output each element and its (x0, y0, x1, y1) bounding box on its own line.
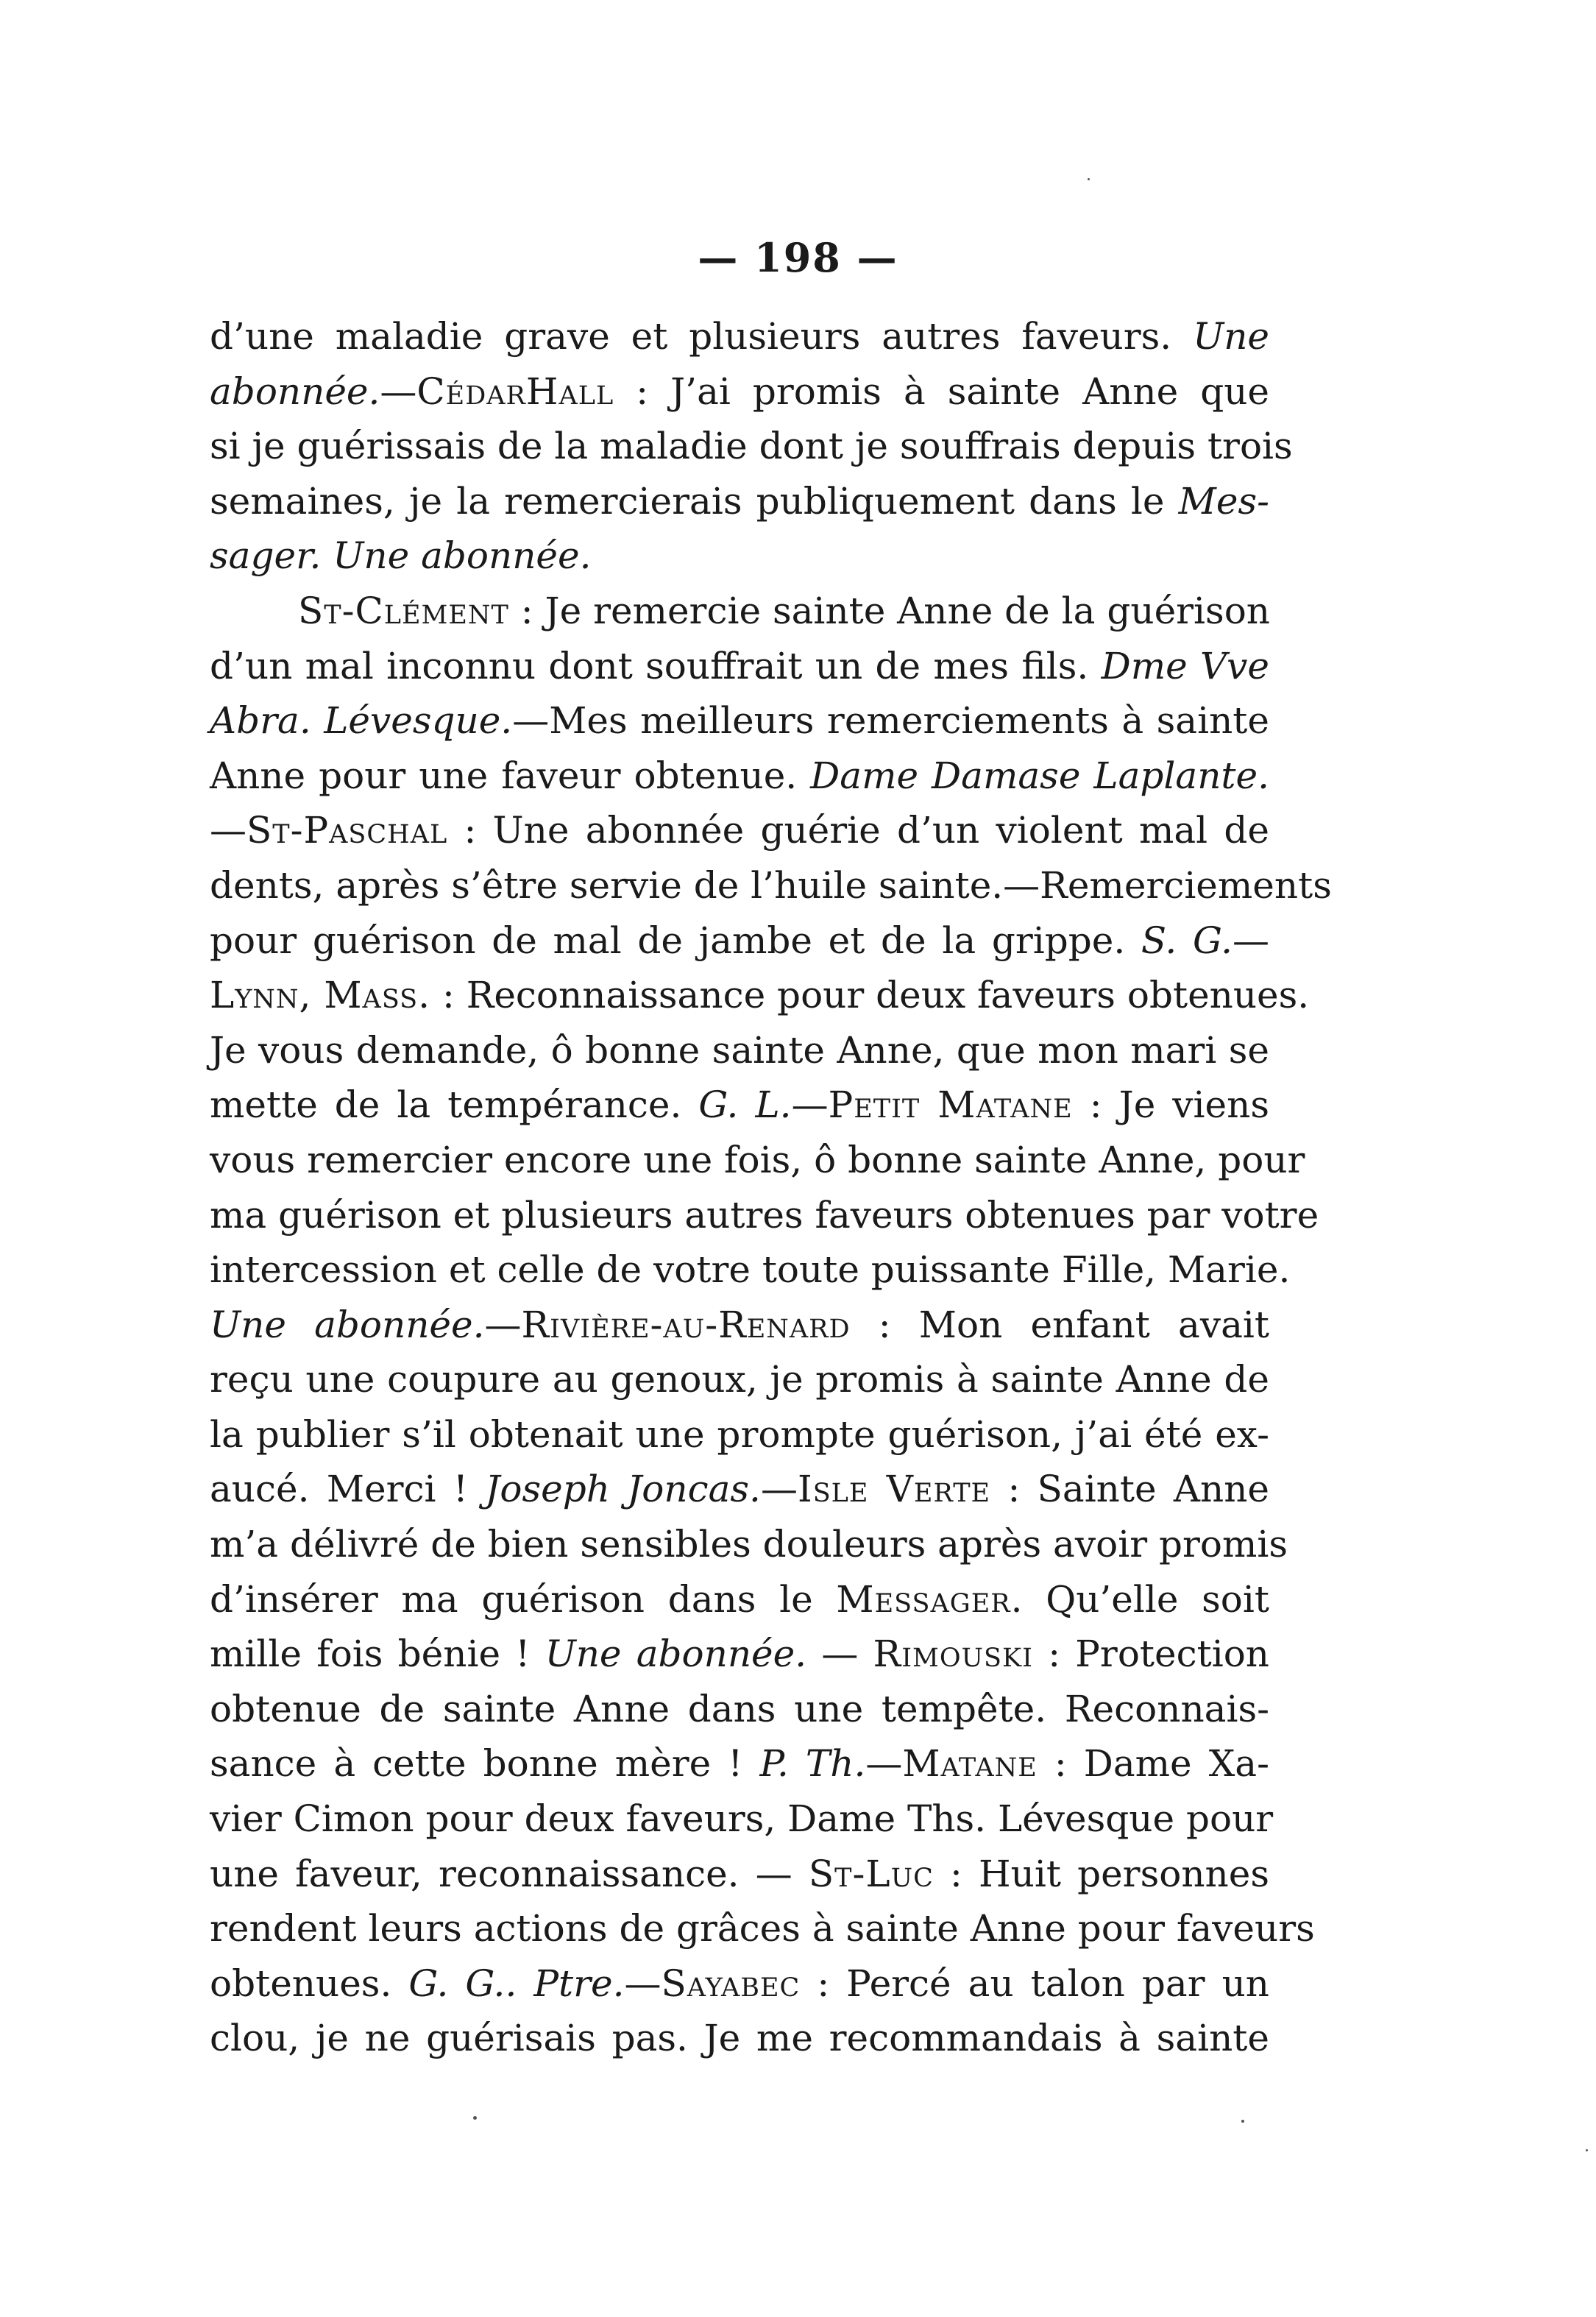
text-line (210, 1078, 1269, 1133)
text-line (210, 913, 1269, 969)
text-run: pour guérison de mal de jambe et de la grippe. (210, 919, 1141, 962)
text-line (210, 749, 1269, 804)
text-line (210, 1188, 1319, 1243)
text-run: d’insérer ma guérison dans le (210, 1577, 837, 1621)
text-run: rendent leurs actions de grâces à sainte Anne pour faveurs (210, 1907, 1315, 1950)
body-text (210, 309, 1332, 2066)
text-line (210, 1023, 1269, 1078)
place-name: St-Paschal (247, 809, 448, 852)
text-run: d’un mal inconnu dont souffrait un de mes fils. (210, 644, 1102, 687)
place-name: Isle Verte (797, 1468, 991, 1511)
text-line (210, 858, 1332, 913)
signature-text: Dame Damase Laplante. (810, 754, 1270, 797)
place-name: Sayabec (661, 1962, 801, 2005)
text-line (210, 1627, 1269, 1682)
text-run: : Sainte Anne (990, 1468, 1270, 1511)
text-run: mille fois bénie ! (210, 1632, 545, 1676)
text-line (210, 968, 1310, 1023)
text-line (210, 1298, 1269, 1353)
text-run: — (806, 1632, 873, 1676)
text-run: dents, après s’être servie de l’huile sainte.—Remerciements (210, 863, 1332, 907)
text-line (210, 1407, 1269, 1462)
text-line (210, 1901, 1315, 1956)
text-run: : Huit personnes (933, 1852, 1269, 1895)
text-run: : Mon enfant avait (850, 1303, 1269, 1346)
text-line (210, 1517, 1288, 1572)
text-run: : Percé au talon par un (800, 1962, 1269, 2005)
signature-text: Dme Vve (1101, 644, 1269, 687)
text-line (210, 1242, 1291, 1298)
text-run: Je vous demande, ô bonne sainte Anne, que mon mari se (210, 1028, 1269, 1072)
text-line (210, 1133, 1305, 1188)
text-run: vier Cimon pour deux faveurs, Dame Ths. Lévesque pour (210, 1797, 1274, 1841)
text-run: : Dame Xa- (1037, 1742, 1269, 1786)
text-line (210, 1462, 1269, 1517)
text-run: — (624, 1962, 662, 2005)
text-run: semaines, je la remercierais publiquement dans le (210, 479, 1179, 523)
text-run: si je guérissais de la maladie dont je souffrais depuis trois (210, 425, 1293, 468)
signature-text: Une abonnée. (545, 1632, 807, 1676)
text-run: mette de la tempérance. (210, 1083, 699, 1127)
text-run: : J’ai promis à sainte Anne que (614, 369, 1269, 413)
text-run: : Reconnaissance pour deux faveurs obtenues. (430, 974, 1310, 1017)
text-run: . Qu’elle soit (1010, 1577, 1269, 1621)
signature-text: P. Th. (759, 1742, 866, 1786)
text-line (210, 1736, 1269, 1791)
text-run: — (760, 1468, 798, 1511)
text-line (210, 309, 1269, 364)
text-run: reçu une coupure au genoux, je promis à sainte Anne de (210, 1358, 1269, 1401)
text-run: : Protection (1033, 1632, 1269, 1676)
signature-text: sager. Une abonnée. (210, 534, 592, 578)
text-line (210, 528, 1269, 584)
text-run: — (791, 1083, 829, 1127)
text-run: aucé. Merci ! (210, 1468, 486, 1511)
place-name: CédarHall (416, 369, 614, 413)
signature-text: G. L. (698, 1083, 792, 1127)
text-run: obtenues. (210, 1962, 409, 2005)
place-name: Rimouski (873, 1632, 1033, 1676)
text-run: — (210, 809, 247, 852)
text-line (210, 1352, 1269, 1407)
text-line (210, 639, 1269, 694)
text-run: — (865, 1742, 903, 1786)
text-line (210, 1791, 1274, 1847)
place-name: Rivière-au-Renard (521, 1303, 851, 1346)
signature-text: S. G. (1141, 919, 1233, 962)
place-name: Messager (836, 1577, 1011, 1621)
signature-text: Abra. Lévesque. (210, 699, 513, 743)
place-name: St-Clément (298, 589, 509, 632)
text-run: une faveur, reconnaissance. — (210, 1852, 809, 1895)
text-run: — (484, 1303, 522, 1346)
text-line (210, 584, 1269, 639)
signature-text: abonnée. (210, 369, 380, 413)
signature-text: G. G.. Ptre. (408, 1962, 625, 2005)
place-name: Matane (902, 1742, 1038, 1786)
signature-text: Mes- (1178, 479, 1269, 523)
signature-text: Une (1193, 315, 1269, 358)
text-run: intercession et celle de votre toute puissante Fille, Marie. (210, 1248, 1291, 1292)
text-line (210, 474, 1269, 529)
signature-text: Une abonnée. (210, 1303, 485, 1346)
text-line (210, 1572, 1269, 1627)
text-line (210, 1847, 1269, 1902)
text-run: d’une maladie grave et plusieurs autres faveurs. (210, 315, 1194, 358)
page-number: — 198 — (698, 234, 898, 281)
text-run: —Mes meilleurs remerciements à sainte (512, 699, 1269, 743)
text-line (210, 364, 1269, 420)
text-run: : Je viens (1072, 1083, 1270, 1127)
text-line (210, 693, 1269, 749)
text-run: — (380, 369, 417, 413)
text-run: vous remercier encore une fois, ô bonne sainte Anne, pour (210, 1138, 1305, 1181)
text-line (210, 1956, 1269, 2012)
place-name: Petit Matane (828, 1083, 1073, 1127)
text-run: ma guérison et plusieurs autres faveurs obtenues par votre (210, 1193, 1319, 1237)
text-run: la publier s’il obtenait une prompte guérison, j’ai été ex- (210, 1412, 1269, 1456)
text-run: obtenue de sainte Anne dans une tempête. Reconnais- (210, 1687, 1269, 1730)
place-name: St-Luc (808, 1852, 934, 1895)
text-line (210, 419, 1293, 474)
text-run: — (1233, 919, 1270, 962)
text-line (210, 1682, 1269, 1737)
text-run: clou, je ne guérisais pas. Je me recommandais à sainte (210, 2017, 1269, 2060)
place-name: Lynn, Mass. (210, 974, 431, 1017)
text-line (210, 803, 1269, 858)
text-run: : Je remercie sainte Anne de la guérison (508, 589, 1271, 632)
text-run: Anne pour une faveur obtenue. (210, 754, 811, 797)
signature-text: Joseph Joncas. (485, 1468, 761, 1511)
text-run: m’a délivré de bien sensibles douleurs après avoir promis (210, 1523, 1288, 1566)
text-line (210, 2011, 1269, 2066)
text-run: sance à cette bonne mère ! (210, 1742, 760, 1786)
text-run: : Une abonnée guérie d’un violent mal de (447, 809, 1269, 852)
